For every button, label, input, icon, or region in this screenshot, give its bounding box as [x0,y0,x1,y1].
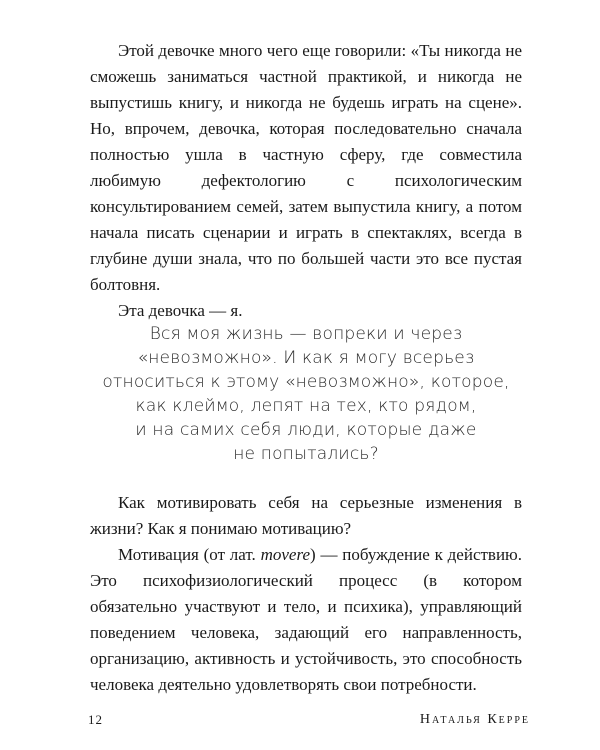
definition-rest: ) — побуждение к действию. Это психофизиологический процесс (в котором обязательно участвуют и тело, и психика), управляющий поведением человека, задающий его направленность, организацию, активность и устойчивость, это способность человека деятельно удовлетворять свои потребности. [90,545,522,694]
text-block-bottom [90,490,522,698]
quote-line: относиться к этому «невозможно», которое, [102,372,510,392]
paragraph-question: Как мотивировать себя на серьезные изменения в жизни? Как я понимаю мотивацию? [90,493,522,538]
paragraph-this-girl-is-me: Эта девочка — я. [118,301,243,320]
paragraph-girl-told: Этой девочке много чего еще говорили: «Ты никогда не сможешь заниматься частной практикой, и никогда не выпустишь книгу, и никогда не будешь играть на сцене». Но, впрочем, девочка, которая последовательно сначала полностью ушла в частную сферу, где совместила любимую дефектологию с психологическим консультированием семей, затем выпустила книгу, а потом начала писать сценарии и играть в спектаклях, всегда в глубине души знала, что по большей части это все пустая болтовня. [90,41,522,294]
latin-term: movere [260,545,310,564]
text-block-top [90,38,522,324]
page-number: 12 [88,712,103,727]
paragraph-definition [90,542,522,698]
quote-line: как клеймо, лепят на тех, кто рядом, [135,396,477,416]
definition-start: Мотивация (от лат. [118,545,261,564]
quote-line: и на самих себя люди, которые даже [135,420,477,440]
quote-line: не попытались? [233,444,379,464]
running-author-name: Наталья Керре [419,712,530,727]
quote-line: «невозможно». И как я могу всерьез [137,348,475,368]
pull-quote [90,322,522,466]
quote-line: Вся моя жизнь — вопреки и через [149,324,463,344]
